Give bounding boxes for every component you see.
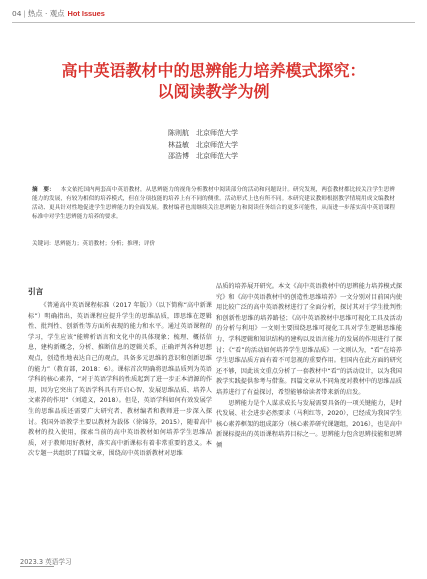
section-heading: 引言 <box>28 287 44 296</box>
author-name: 邵浩博 <box>168 152 189 161</box>
body-column-left <box>28 286 212 460</box>
keywords <box>32 240 395 249</box>
header-separator: | <box>23 9 26 18</box>
abstract-label: 摘 要： <box>32 187 55 193</box>
body-paragraph: 思辨能力是个人谋求成长与发展需要具备的一项关键能力，是时代发展、社会进步必然要求（马利红等，2020），已经成为我国学生核心素养框架的组成部分（核心素养研究课题组，2016），也是高中新课标提出的英语课程培养目标之一。思辨能力包含思辨技能和思辨倾 <box>216 399 402 449</box>
body-paragraph: 《普通高中英语课程标准（2017 年版）》（以下简称“高中新课标”）明确指出，英语课程应提升学生的思维品质，即思维在逻辑性、批判性、创新性等方面所表现的能力和水平。通过英语课程的学习，学生应该“能辨析语言和文化中的具体现象；梳理、概括信息，建构新概念，分析、推断信息的逻辑关系，正确评判各种思想观点，创造性地表达自己的观点，具备多元思维的意识和创新思维的能力”（教育部，2018：6）。课标首次明确将思维品质列为英语学科的核心素养，“对于英语学科的性质起到了进一步正本清源的作用，因为它突出了英语学科具有开启心智、发展思维品质、培养人文素养的作用”（刘道义，2018）。但是，英语学科如何有效发展学生的思维品质还需要广大研究者、教材编者和教师进一步深入探讨。我国外语教学主要以教材为载体（徐锦芬，2015），随着高中教材的投入使用，探索当前的高中英语教材如何培养学生思维品质，对于教师用好教材，落实高中新课标有着非常重要的意义。本次专题一共组织了四篇文章，围绕高中英语新教材对思维 <box>28 302 212 458</box>
author-row <box>168 128 238 140</box>
abstract <box>32 186 395 222</box>
body-paragraph: 品质的培养展开研究。本文《高中英语教材中的思辨能力培养模式探究》和《高中英语教材中的创造性思维培养》一文分别对目前国内使用比较广泛的高中英语教材进行了全面分析，探讨其对于学生批判性和创新性思维的培养路径；《高中英语教材中思维可视化工具及活动的分析与利用》一文则主要围绕思维可视化工具对学生逻辑思维能力、学科逻辑和知识结构的建构以及语言能力的发展的作用进行了探讨；《“看”的活动如何培养学生思维品质》一文则认为，“看”在培养学生思维品质方面有着不可忽视的重要作用。但国内在此方面的研究还不够，因此该文重点分析了一套教材中“看”的活动设计，以为我国教学实践提供参考与借鉴。四篇文章从不同角度对教材中的思维品质培养进行了有益探讨，希望能够给读者带来新的启发。 <box>216 283 402 396</box>
author-affiliation: 北京师范大学 <box>196 140 238 149</box>
body-column-right <box>216 282 402 452</box>
author-list <box>168 128 238 163</box>
page-number: 04 <box>12 9 22 18</box>
running-header <box>12 8 105 19</box>
author-name: 陈则航 <box>168 129 189 137</box>
header-rule <box>12 22 415 23</box>
keywords-text: 思辨能力；英语教材；分析；推理；评价 <box>54 241 156 247</box>
author-affiliation: 北京师范大学 <box>196 152 238 161</box>
page-footer: 2023.3 英语学习 <box>20 558 72 566</box>
section-name-zh: 热点 · 观点 <box>27 9 65 18</box>
article-title <box>0 60 427 102</box>
title-line-1: 高中英语教材中的思辨能力培养模式探究： <box>61 61 366 80</box>
author-row <box>168 151 238 163</box>
keywords-label: 关键词： <box>32 241 55 247</box>
author-affiliation: 北京师范大学 <box>196 129 238 137</box>
abstract-text: 本文依托国内两套高中英语教材，从思辨能力的视角分析教材中阅读部分的活动和问题设计。研究发现，两套教材都比较关注学生思辨能力的发展，有较为相似的培养模式，但在分项技能的培养上有不同的侧重。活动形式上也有所不同。本研究建议教师根据教学情境用成文编教材活动、更具针对性地促进学生思辨能力的全面发展。教材编者也需继续关注思辨能力和阅读任务结合的更多可能性，从而进一步落实高中英语课程标准中对学生思辨能力培养的要求。 <box>32 187 395 220</box>
author-name: 林益敏 <box>168 140 189 149</box>
author-row <box>168 140 238 152</box>
title-line-2: 以阅读教学为例 <box>157 82 270 101</box>
section-name-en: Hot Issues <box>67 9 105 18</box>
footer-rule <box>20 566 54 567</box>
